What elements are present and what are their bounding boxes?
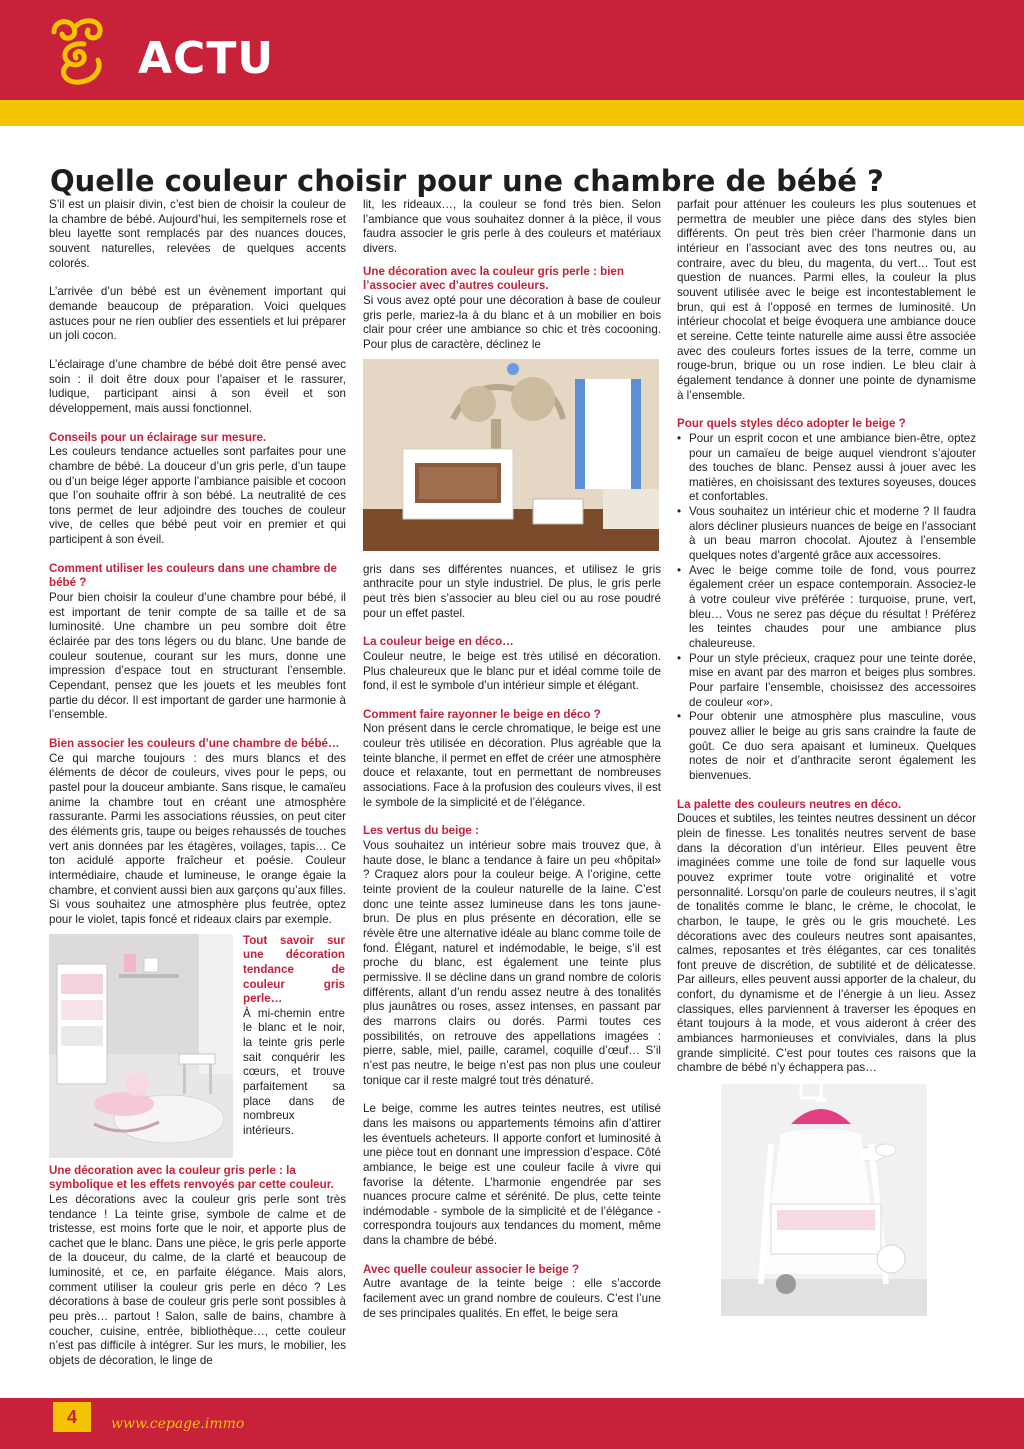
section-heading: Pour quels styles déco adopter le beige ? [677,417,906,431]
footer-url[interactable]: www.cepage.immo [111,1416,245,1432]
page-number: 4 [53,1402,91,1432]
section-heading: Les vertus du beige : [363,824,479,838]
paragraph: Couleur neutre, le beige est très utilisé en décoration. Plus chaleureux que le blanc pur et idéal comme toile de fond, il est le symbole d’un intérieur simple et élégant. [363,649,661,693]
section-title: ACTU [138,33,275,84]
article-column-3 [677,198,976,1316]
pink-crib-photo [721,1084,927,1316]
paragraph: S’il est un plaisir divin, c’est bien de choisir la couleur de la chambre de bébé. Aujourd’hui, les sempiternels rose et bleu layette sont remplacés par des nuances douces, souvent naturelles, relevées de quelques accents colorés. [49,198,346,270]
section-heading: Une décoration avec la couleur gris perle : bien l’associer avec d’autres couleurs. [363,264,624,293]
list-item: • Avec le beige comme toile de fond, vous pourrez également créer un espace contemporain. Associez-le à votre couleur vive préférée : turquoise, prune, vert, bleu… Vous ne serez pas déçue du résultat ! Préférez les teintes chaudes pour une ambiance plus chaleureuse. [677,564,976,652]
paragraph: Les décorations avec la couleur gris perle sont très tendance ! La teinte grise, symbole de calme et de tristesse, est moins forte que le noir, et apporte plus de cachet que le blanc. Dans une pièce, le gris perle apporte de la douceur, du calme, de la clarté et beaucoup de luminosité, et ce, en parfaite élégance. Mais alors, comment utiliser la couleur gris perle en déco ? Les décorations à base de couleur gris perle sont possibles à peu près… partout ! Salon, salle de bains, chambre à coucher, cuisine, entrée, bibliothèque…, cette couleur n’est pas difficile à intégrer. Sur les murs, le mobilier, les objets de décoration, le linge de [49,1192,346,1368]
article-title: Quelle couleur choisir pour une chambre de bébé ? [50,164,884,199]
paragraph: Pour bien choisir la couleur d’une chambre pour bébé, il est important de tenir compte de sa taille et de sa luminosité. Une chambre un peu sombre doit être éclairée par des tons légers ou du blanc. Une bande de couleur soutenue, courant sur les murs, donne une impression d’espace tout en structurant l’ensemble. Cependant, pensez que les jouets et les meubles font partie du décor. Il est important de garder une harmonie à l’ensemble. [49,591,346,722]
paragraph: Si vous avez opté pour une décoration à base de couleur gris perle, mariez-la à du blanc et à un mobilier en bois clair pour créer une ambiance so chic et très cocooning. Pour plus de caractère, déclinez le [363,293,661,351]
paragraph: parfait pour atténuer les couleurs les plus soutenues et permettra de meubler une pièce dans des styles bien différents. On peut très bien créer l’harmonie dans un intérieur en l’associant avec des tons neutres ou, au contraire, avec du bleu, du magenta, du vert… Tout est question de nuances. Parmi elles, la couleur la plus souvent utilisée avec le beige est incontestablement le brun, qui est à l’opposé en termes de luminosité. Un intérieur chocolat et beige évoquera une ambiance douce et sereine. Cette teinte naturelle aime aussi être associée avec des couleurs fortes issues de la terre, comme un rouge-brun, brique ou un rose indien. Le bleu clair à également tendance à donner une pointe de dynamisme à l’ensemble. [677,198,976,402]
paragraph: Autre avantage de la teinte beige : elle s’accorde facilement avec un grand nombre de couleurs. C’est l’une de ses principales qualités. En effet, le beige sera [363,1277,661,1320]
paragraph: Douces et subtiles, les teintes neutres dessinent un décor plein de finesse. Les tonalités neutres servent de base dans la décoration d’un intérieur. Elles peuvent être imaginées comme une toile de fond sur laquelle vous pouvez exprimer toute votre originalité et votre personnalité. Lorsqu’on parle de couleurs neutres, il s’agit de tonalités comme le blanc, le crème, le chocolat, le charbon, le taupe, le grès ou le gris moucheté. Les décorations avec des couleurs neutres sont apaisantes, calmes, reposantes et très élégantes, car ces tonalités font preuve de discrétion, de subtilité et de délicatesse. Par ailleurs, elles peuvent aussi apporter de la chaleur, du confort, du dynamisme et de l’énergie à un lieu. Assez classiques, elles parviennent à traverser les époques en étant toujours à la mode, et vous aideront à créer des ambiances harmonieuses et conviviales, dans la plus grande simplicité. C’est pour toutes ces raisons que la chambre de bébé n’y échappera pas… [677,812,976,1075]
list-item: • Pour un esprit cocon et une ambiance bien-être, optez pour un camaïeu de beige auquel viendront s’ajouter des touches de blanc. Pensez aussi à jouer avec les matières, en choisissant des textures soyeuses, douces et confortables. [677,432,976,505]
paragraph: Les couleurs tendance actuelles sont parfaites pour une chambre de bébé. La douceur d’un gris perle, d’un taupe ou d’un beige léger apporte l’ambiance paisible et cocoon que l’on souhaite offrir à son bébé. La neutralité de ces tons permet de leur adjoindre des touches de couleur vive, de celles que bébé peut voir en premier et qui participent à son éveil. [49,445,346,547]
bullet-list [677,432,976,784]
list-item: • Pour obtenir une atmosphère plus masculine, vous pouvez allier le beige au gris sans craindre la faute de goût. Ce duo sera apaisant et lumineux. Quelques notes de noir et d’anthracite seront également les bienvenues. [677,710,976,783]
sidebar-heading: Tout savoir sur une décoration tendance de couleur gris perle… [243,933,345,1006]
section-heading: Comment faire rayonner le beige en déco ? [363,707,601,721]
section-heading: La palette des couleurs neutres en déco. [677,797,902,811]
section-heading: Conseils pour un éclairage sur mesure. [49,430,267,444]
beige-nursery-photo [363,359,659,551]
section-heading: La couleur beige en déco… [363,635,514,649]
sidebar-block [49,934,346,1158]
paragraph: Vous souhaitez un intérieur sobre mais trouvez que, à haute dose, le blanc a tendance à faire un peu «hôpital» ? Craquez alors pour la couleur beige. A l’origine, cette teinte provient de la couleur naturelle de la laine. C’est donc une teinte assez lumineuse dans les tons jaune-brun. De plus en plus présente en décoration, elle se révèle être une alternative idéale au blanc comme toile de fond. Élégant, naturel et indémodable, le beige, s’il est proche du blanc, est également une teinte plus permissive. Il se décline dans un grand nombre de coloris différents, allant d’un rendu assez neutre à des tonalités plus jaunâtres ou roses, assez intenses, en passant par des marrons clairs ou dorés. Parmi toutes ces possibilités, on retrouve des appellations imagées : pierre, sable, miel, paille, caramel, coquille d’œuf… S’il n’est pas neutre, le beige n’est pas non plus une couleur tonique car il reste malgré tout très dénaturé. [363,839,661,1087]
sidebar-paragraph: À mi-chemin entre le blanc et le noir, la teinte gris perle sait conquérir les cœurs, et trouve parfaitement sa place dans de nombreux intérieurs. [243,1006,345,1138]
cepage-logo [44,14,122,88]
header-stripe [0,100,1024,126]
paragraph: Le beige, comme les autres teintes neutres, est utilisé dans les maisons ou appartements témoins afin d’attirer les éventuels acheteurs. Il apporte confort et luminosité à une pièce tout en donnant une impression d’espace. Côté ambiance, le beige est une couleur facile à vivre qui favorise la détente. L’harmonie engendrée par ses nuances procure calme et sérénité. De plus, cette teinte indémodable - symbole de la simplicité et de l’élégance - correspondra toujours aux tendances du moment, même dans la chambre de bébé. [363,1102,661,1248]
article-column-1 [49,198,346,1383]
grey-nursery-photo [49,934,233,1158]
paragraph: lit, les rideaux…, la couleur se fond très bien. Selon l’ambiance que vous souhaitez donner à la pièce, il vous faudra associer le gris perle à des couleurs et matériaux divers. [363,198,661,255]
paragraph: gris dans ses différentes nuances, et utilisez le gris anthracite pour un style industriel. De plus, le gris perle peut très bien s’associer au bleu ciel ou au rose poudré pour un effet pastel. [363,562,661,620]
list-item: • Vous souhaitez un intérieur chic et moderne ? Il faudra alors décliner plusieurs nuances de beige en l’associant à un beau marron chocolat. Ajoutez à l’ensemble quelques notes d’argenté grâce aux accessoires. [677,505,976,564]
sidebar-text [243,934,345,1158]
section-heading: Avec quelle couleur associer le beige ? [363,1262,580,1276]
paragraph: Non présent dans le cercle chromatique, le beige est une couleur très utilisée en décoration. Plus agréable que la teinte blanche, il permet en effet de créer une atmosphère douce et relaxante, tout en permettant de nombreuses associations. Face à la profusion des couleurs vives, il est le symbole de la simplicité et de l’élégance. [363,722,661,809]
section-heading: Une décoration avec la couleur gris perle : la symbolique et les effets renvoyés par cette couleur. [49,1163,334,1192]
section-heading: Comment utiliser les couleurs dans une chambre de bébé ? [49,561,337,590]
paragraph: L’éclairage d’une chambre de bébé doit être pensé avec soin : il doit être doux pour l’apaiser et le rassurer, ludique, participant ainsi à son éveil et son développement, mais aussi fonctionnel. [49,357,346,415]
section-heading: Bien associer les couleurs d’une chambre de bébé… [49,737,340,750]
list-item: • Pour un style précieux, craquez pour une teinte dorée, mise en avant par des marron et beiges plus sombres. Pour parfaire l’ensemble, choisissez des accessoires de couleur «or». [677,652,976,711]
paragraph: Ce qui marche toujours : des murs blancs et des éléments de décor de couleurs, vives pour le peps, ou pastel pour la douceur ambiante. Sans risque, le camaïeu anime la chambre tout en créant une atmosphère rassurante. Parmi les associations réussies, on peut citer des éléments gris, taupe ou beiges rehaussés de touches vert anis données par les étagères, voilages, tapis… Ce ton acidulé apporte fraîcheur et poésie. Couleur intermédiaire, chaude et lumineuse, le orange égaie la chambre, et convient aussi bien aux garçons qu’aux filles. Si vous souhaitez une atmosphère plus feutrée, optez pour le violet, tapis foncé et rideaux clairs par exemple. [49,751,346,926]
paragraph: L’arrivée d’un bébé est un évènement important qui demande beaucoup de préparation. Voici quelques astuces pour ne rien oublier des essentiels et lui préparer un joli cocon. [49,285,346,343]
article-column-2 [363,198,661,1335]
